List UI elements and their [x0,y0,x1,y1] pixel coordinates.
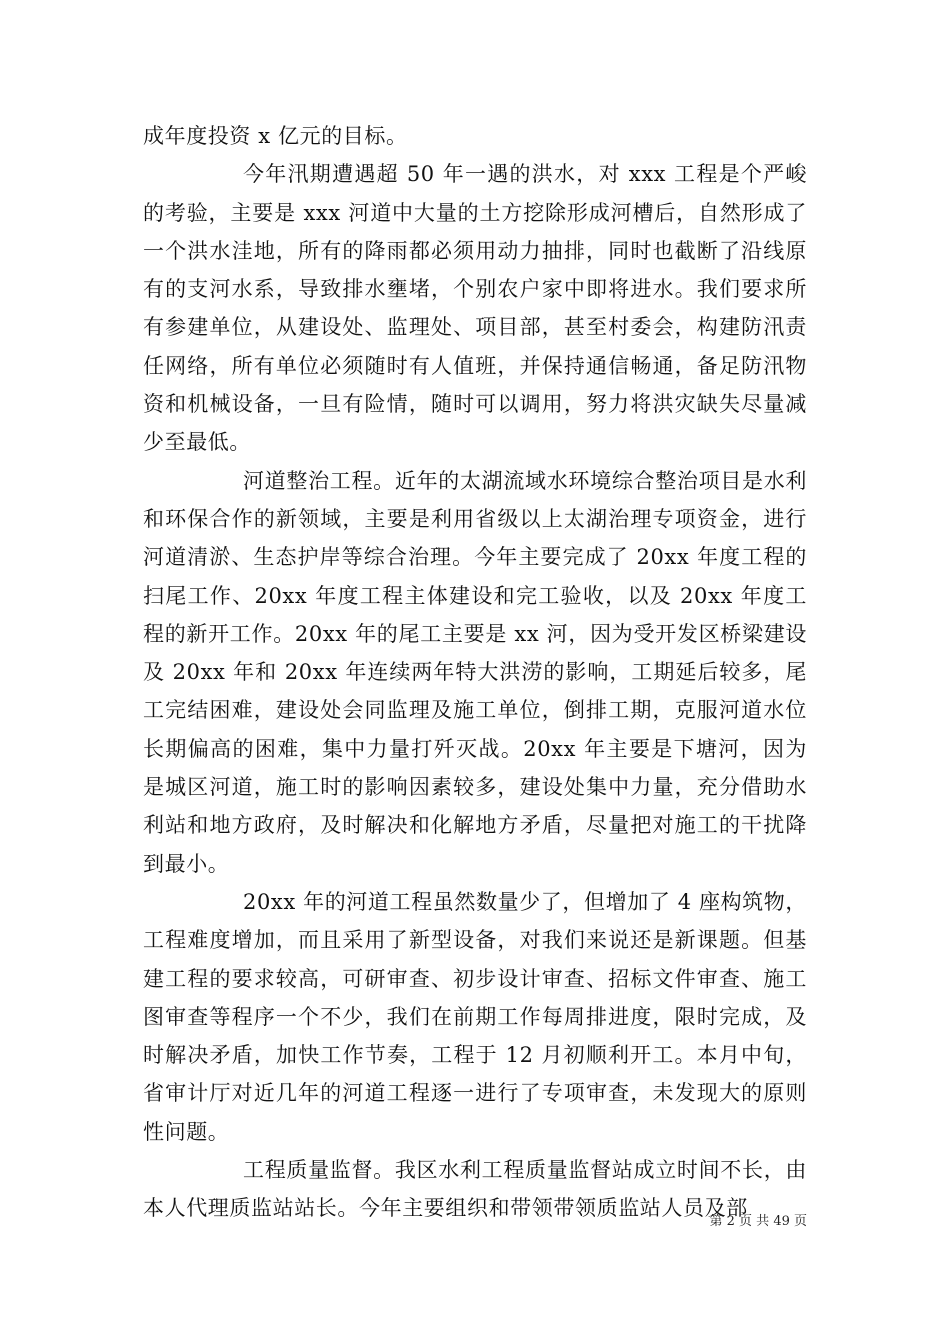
paragraph-flood: 今年汛期遭遇超 50 年一遇的洪水，对 xxx 工程是个严峻的考验，主要是 xxx 河道中大量的土方挖除形成河槽后，自然形成了一个洪水洼地，所有的降雨都必须用动力抽排，同时也截断了沿线原有的支河水系，导致排水壅堵，个别农户家中即将进水。我们要求所有参建单位，从建设处、监理处、项目部，甚至村委会，构建防汛责任网络，所有单位必须随时有人值班，并保持通信畅通，备足防汛物资和机械设备，一旦有险情，随时可以调用，努力将洪灾缺失尽量减少至最低。 [143,162,807,455]
body-text [143,117,807,1228]
page-number: 第 2 页 共 49 页 [709,1214,807,1229]
paragraph-river-projects: 20xx 年的河道工程虽然数量少了，但增加了 4 座构筑物，工程难度增加，而且采用了新型设备，对我们来说还是新课题。但基建工程的要求较高，可研审查、初步设计审查、招标文件审查、施工图审查等程序一个不少，我们在前期工作每周排进度，限时完成，及时解决矛盾，加快工作节奏，工程于 12 月初顺利开工。本月中旬，省审计厅对近几年的河道工程逐一进行了专项审查，未发现大的原则性问题。 [143,889,807,1144]
paragraph-continuation: 成年度投资 x 亿元的目标。 [143,124,408,148]
paragraph-river-improvement: 河道整治工程。近年的太湖流域水环境综合整治项目是水利和环保合作的新领域，主要是利用省级以上太湖治理专项资金，进行河道清淤、生态护岸等综合治理。今年主要完成了 20xx 年度工程的扫尾工作、20xx 年度工程主体建设和完工验收，以及 20xx 年度工程的新开工作。20xx 年的尾工主要是 xx 河，因为受开发区桥梁建设及 20xx 年和 20xx 年连续两年特大洪涝的影响，工期延后较多，尾工完结困难，建设处会同监理及施工单位，倒排工期，克服河道水位长期偏高的困难，集中力量打歼灭战。20xx 年主要是下塘河，因为是城区河道，施工时的影响因素较多，建设处集中力量，充分借助水利站和地方政府，及时解决和化解地方矛盾，尽量把对施工的干扰降到最小。 [143,468,807,876]
paragraph-quality-supervision: 工程质量监督。我区水利工程质量监督站成立时间不长，由本人代理质监站站长。今年主要组织和带领带领质监站人员及部 [143,1158,807,1221]
